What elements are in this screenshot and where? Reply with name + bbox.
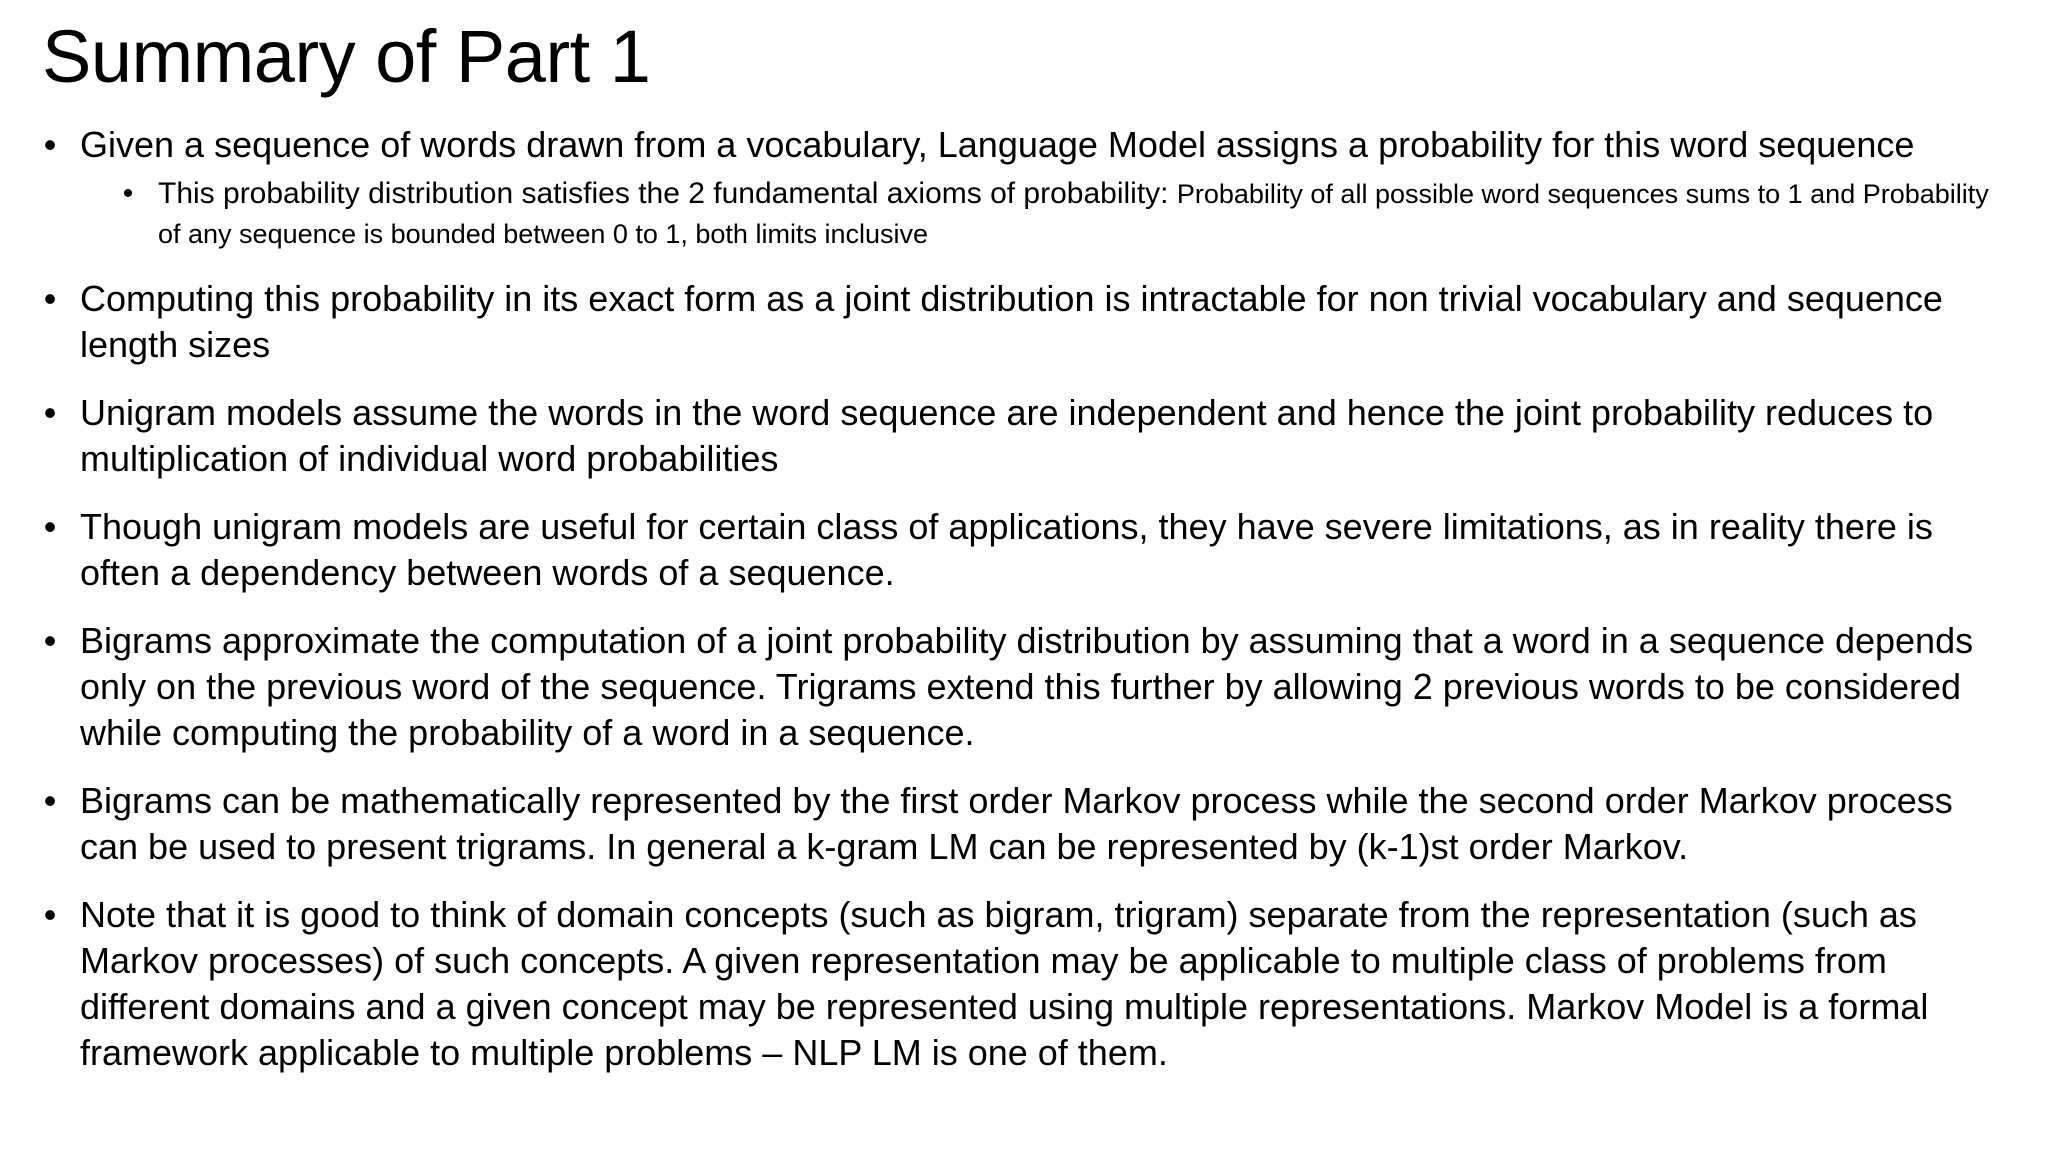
page-title: Summary of Part 1 [42, 15, 651, 98]
bullet-item [43, 390, 2018, 482]
bullet-dot-icon: • [43, 506, 57, 547]
bullet-dot-icon: • [43, 894, 57, 935]
sub-bullet-dot-icon: • [122, 177, 134, 210]
bullet-text: Bigrams can be mathematically represented by the first order Markov process while the second order Markov process can be used to present trigrams. In general a k-gram LM can be represented by (k-1)st order Markov. [80, 780, 1953, 867]
bullet-item [43, 892, 2018, 1076]
bullet-text: Unigram models assume the words in the word sequence are independent and hence the joint probability reduces to multiplication of individual word probabilities [80, 392, 1934, 479]
bullet-item [43, 778, 2018, 870]
sub-bullet-detail: Probability of all possible word sequences sums to 1 and Probability of any sequence is bounded between 0 to 1, both limits inclusive [158, 179, 1989, 249]
bullet-text: Given a sequence of words drawn from a vocabulary, Language Model assigns a probability for this word sequence [80, 124, 1915, 165]
bullet-item [43, 504, 2018, 596]
bullet-text: Bigrams approximate the computation of a joint probability distribution by assuming that a word in a sequence depends only on the previous word of the sequence. Trigrams extend this further by allowing 2 previous words to be considered while computing the probability of a word in a sequence. [80, 620, 1974, 753]
bullet-item [43, 276, 2018, 368]
sub-bullet-item [122, 174, 2018, 254]
bullet-dot-icon: • [43, 392, 57, 433]
bullet-item [43, 618, 2018, 756]
bullet-list [43, 122, 2018, 1098]
bullet-text: Note that it is good to think of domain concepts (such as bigram, trigram) separate from the representation (such as Markov processes) of such concepts. A given representation may be applicable to multiple class of problems from different domains and a given concept may be represented using multiple representations. Markov Model is a formal framework applicable to multiple problems – NLP LM is one of them. [80, 894, 1929, 1073]
sub-bullet-lead: This probability distribution satisfies the 2 fundamental axioms of probability: [158, 177, 1177, 210]
bullet-dot-icon: • [43, 620, 57, 661]
bullet-text: Computing this probability in its exact form as a joint distribution is intractable for non trivial vocabulary and sequence length sizes [80, 278, 1943, 365]
bullet-dot-icon: • [43, 124, 57, 165]
bullet-dot-icon: • [43, 278, 57, 319]
bullet-item [43, 122, 2018, 254]
sub-bullet-list [80, 174, 2018, 254]
bullet-text: Though unigram models are useful for certain class of applications, they have severe limitations, as in reality there is often a dependency between words of a sequence. [80, 506, 1933, 593]
bullet-dot-icon: • [43, 780, 57, 821]
